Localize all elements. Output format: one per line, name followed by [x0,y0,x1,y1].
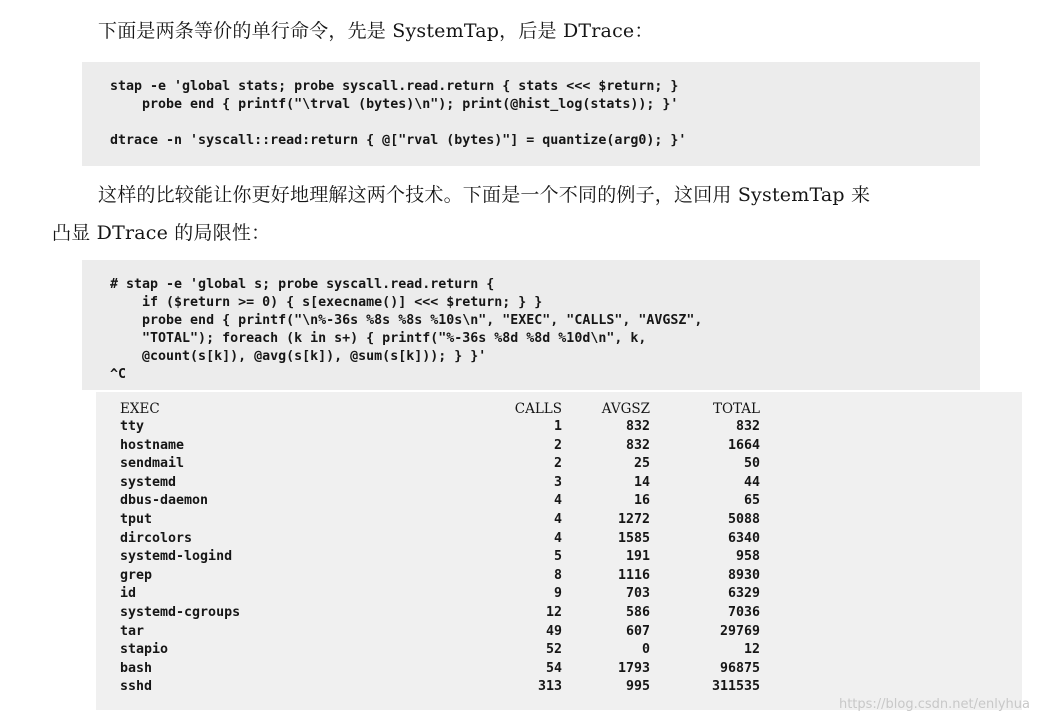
output-table-header [96,400,1022,418]
table-row [96,660,1022,678]
code-line: probe end { printf("\n%-36s %8s %8s %10s\n", "EXEC", "CALLS", "AVGSZ", [110,313,703,328]
cell-exec: tty [120,419,145,434]
cell-avgsz: 1585 [617,530,650,546]
cell-total: 96875 [719,660,760,676]
cell-calls: 3 [553,474,562,490]
cell-calls: 52 [545,642,562,658]
table-row [96,492,1022,510]
table-row [96,567,1022,585]
compare-paragraph-line-1: 这样的比较能让你更好地理解这两个技术。下面是一个不同的例子，这回用 SystemTap 来 [98,184,871,206]
cell-exec: sshd [120,679,153,695]
cell-total: 1664 [727,437,760,453]
cell-calls: 4 [553,530,562,546]
cell-total: 50 [743,456,760,472]
watermark: https://blog.csdn.net/enlyhua [838,697,1030,712]
header-total: TOTAL [712,401,760,417]
code-line: dtrace -n 'syscall::read:return { @["rval (bytes)"] = quantize(arg0); }' [110,133,687,148]
code-line: @count(s[k]), @avg(s[k]), @sum(s[k])); } }' [110,349,487,364]
cell-avgsz: 1272 [617,512,650,527]
table-row [96,474,1022,492]
cell-calls: 2 [553,437,562,453]
cell-exec: grep [120,567,153,583]
table-row [96,623,1022,641]
cell-avgsz: 1116 [617,567,650,583]
cell-avgsz: 191 [625,549,650,565]
cell-calls: 4 [553,493,562,509]
cell-calls: 4 [553,512,562,527]
cell-total: 311535 [711,679,760,695]
cell-avgsz: 832 [625,437,650,453]
compare-paragraph-line-2: 凸显 DTrace 的局限性： [52,222,271,244]
cell-total: 6340 [727,530,760,546]
table-row [96,548,1022,566]
table-row [96,511,1022,529]
cell-exec: systemd-logind [120,549,233,565]
cell-avgsz: 703 [625,586,650,602]
code-block-stap-read-summary [82,260,980,390]
cell-avgsz: 1793 [617,660,650,676]
header-exec: EXEC [120,401,160,417]
cell-calls: 49 [545,623,562,639]
code-line: # stap -e 'global s; probe syscall.read.return { [110,277,495,292]
code-line: ^C [110,367,127,382]
cell-calls: 1 [553,419,562,434]
table-row [96,678,1022,696]
cell-avgsz: 25 [633,456,650,472]
cell-total: 65 [743,493,760,509]
code-line: "TOTAL"); foreach (k in s+) { printf("%-36s %8d %8d %10d\n", k, [110,331,647,346]
table-row [96,455,1022,473]
cell-calls: 5 [553,549,562,565]
cell-total: 5088 [727,512,760,527]
table-row [96,437,1022,455]
code-line: stap -e 'global stats; probe syscall.read.return { stats <<< $return; } [110,79,679,94]
cell-avgsz: 832 [625,419,650,434]
cell-exec: tput [120,512,153,527]
cell-total: 44 [743,474,760,490]
table-row [96,418,1022,436]
cell-total: 29769 [719,623,760,639]
cell-avgsz: 995 [625,679,650,695]
cell-calls: 12 [545,605,562,620]
table-row [96,585,1022,603]
cell-total: 12 [743,642,760,658]
cell-avgsz: 16 [633,493,650,509]
table-row [96,604,1022,622]
cell-exec: sendmail [120,456,185,472]
intro-paragraph: 下面是两条等价的单行命令，先是 SystemTap，后是 DTrace： [98,20,654,42]
code-line: probe end { printf("\trval (bytes)\n"); print(@hist_log(stats)); }' [110,97,679,112]
cell-total: 7036 [727,605,760,620]
code-block-stap-dtrace [82,62,980,166]
cell-avgsz: 607 [625,623,650,639]
cell-calls: 9 [553,586,562,602]
header-calls: CALLS [514,401,562,417]
cell-calls: 8 [553,567,562,583]
table-row [96,530,1022,548]
cell-exec: id [120,586,137,602]
table-row [96,641,1022,659]
cell-calls: 54 [545,660,562,676]
cell-exec: dircolors [120,530,193,546]
cell-total: 958 [735,549,760,565]
cell-exec: dbus-daemon [120,493,209,509]
cell-avgsz: 14 [633,474,650,490]
cell-exec: bash [120,660,153,676]
output-table [96,392,1022,710]
cell-avgsz: 586 [625,605,650,620]
cell-exec: systemd [120,474,177,490]
cell-exec: systemd-cgroups [120,605,241,620]
cell-exec: stapio [120,642,169,658]
cell-exec: hostname [120,437,185,453]
cell-avgsz: 0 [641,642,650,658]
cell-exec: tar [120,623,145,639]
cell-calls: 313 [537,679,562,695]
cell-total: 8930 [727,567,760,583]
code-line: if ($return >= 0) { s[execname()] <<< $return; } } [110,295,543,310]
cell-calls: 2 [553,456,562,472]
cell-total: 832 [735,419,760,434]
header-avgsz: AVGSZ [601,401,650,417]
cell-total: 6329 [727,586,760,602]
